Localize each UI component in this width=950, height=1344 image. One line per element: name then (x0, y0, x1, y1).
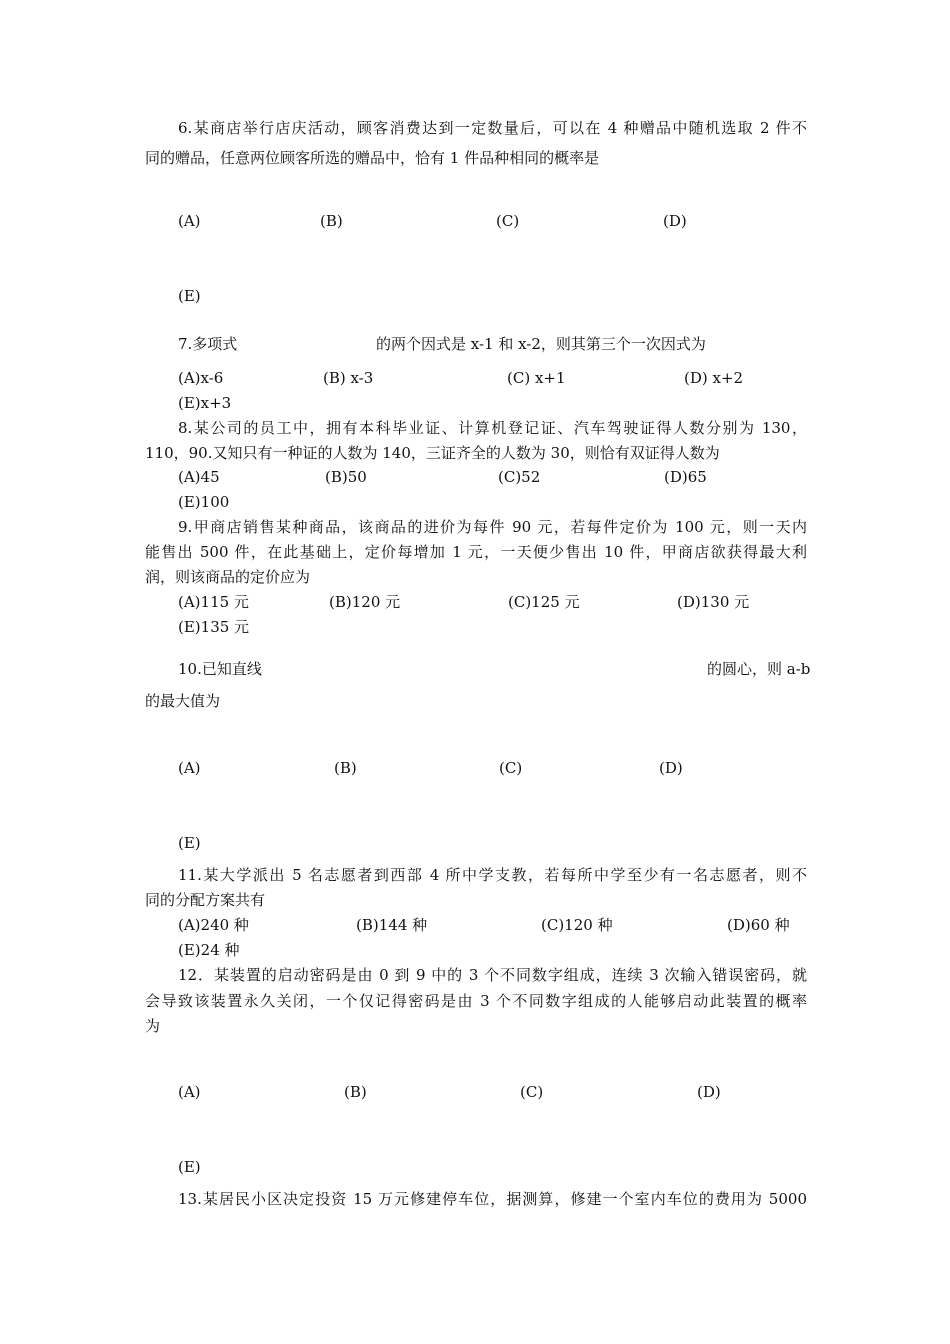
q9-option-c: (C)125 元 (508, 593, 580, 611)
q11-option-c: (C)120 种 (541, 916, 613, 934)
q10-option-e: (E) (178, 834, 201, 852)
q13-line-1: 13.某居民小区决定投资 15 万元修建停车位，据测算，修建一个室内车位的费用为 5000 (178, 1190, 807, 1208)
q7-option-c: (C) x+1 (507, 369, 566, 387)
q7-option-b: (B) x-3 (323, 369, 374, 387)
q9-line-2: 能售出 500 件，在此基础上，定价每增加 1 元，一天便少售出 10 件，甲商店欲获得最大利 (145, 543, 807, 561)
q6-option-c: (C) (496, 212, 520, 230)
q11-line-1: 11.某大学派出 5 名志愿者到西部 4 所中学支教，若每所中学至少有一名志愿者，则不 (178, 866, 807, 884)
q10-option-c: (C) (499, 759, 523, 777)
q6-line-2: 同的赠品，任意两位顾客所选的赠品中，恰有 1 件品种相同的概率是 (145, 149, 600, 167)
q8-option-e: (E)100 (178, 493, 230, 511)
q9-option-b: (B)120 元 (329, 593, 401, 611)
q7-option-d: (D) x+2 (684, 369, 744, 387)
q12-option-a: (A) (178, 1083, 201, 1101)
q8-option-a: (A)45 (178, 468, 220, 486)
q9-option-a: (A)115 元 (178, 593, 249, 611)
q8-option-c: (C)52 (498, 468, 541, 486)
q12-option-e: (E) (178, 1158, 201, 1176)
q9-option-d: (D)130 元 (677, 593, 750, 611)
q7-prefix: 7.多项式 (178, 335, 238, 353)
q12-line-3: 为 (145, 1017, 161, 1035)
q12-option-b: (B) (344, 1083, 367, 1101)
q8-option-d: (D)65 (664, 468, 707, 486)
q6-option-e: (E) (178, 287, 201, 305)
q9-option-e: (E)135 元 (178, 618, 250, 636)
q10-option-d: (D) (659, 759, 683, 777)
q11-option-e: (E)24 种 (178, 941, 240, 959)
q8-line-2: 110，90.又知只有一种证的人数为 140，三证齐全的人数为 30，则恰有双证得人数为 (145, 444, 720, 462)
q7-suffix: 的两个因式是 x-1 和 x-2，则其第三个一次因式为 (376, 335, 706, 353)
q10-prefix: 10.已知直线 (178, 660, 262, 678)
q12-option-c: (C) (520, 1083, 544, 1101)
q9-line-1: 9.甲商店销售某种商品，该商品的进价为每件 90 元，若每件定价为 100 元，则一天内 (178, 518, 807, 536)
q10-option-a: (A) (178, 759, 201, 777)
q9-line-3: 润，则该商品的定价应为 (145, 568, 311, 586)
q11-option-d: (D)60 种 (727, 916, 790, 934)
q8-option-b: (B)50 (325, 468, 367, 486)
q11-line-2: 同的分配方案共有 (145, 891, 266, 909)
q7-option-e: (E)x+3 (178, 394, 232, 412)
q12-line-1: 12．某装置的启动密码是由 0 到 9 中的 3 个不同数字组成，连续 3 次输入错误密码，就 (178, 966, 807, 984)
q11-option-a: (A)240 种 (178, 916, 249, 934)
q10-line-2: 的最大值为 (145, 692, 221, 710)
q10-option-b: (B) (334, 759, 357, 777)
q6-line-1: 6.某商店举行店庆活动，顾客消费达到一定数量后，可以在 4 种赠品中随机选取 2 件不 (178, 119, 807, 137)
q11-option-b: (B)144 种 (356, 916, 428, 934)
q6-option-b: (B) (320, 212, 343, 230)
q12-line-2: 会导致该装置永久关闭，一个仅记得密码是由 3 个不同数字组成的人能够启动此装置的概率 (145, 992, 807, 1010)
q12-option-d: (D) (697, 1083, 721, 1101)
q6-option-a: (A) (178, 212, 201, 230)
q6-option-d: (D) (663, 212, 687, 230)
q10-suffix: 的圆心，则 a-b (707, 660, 811, 678)
q7-option-a: (A)x-6 (178, 369, 224, 387)
q8-line-1: 8.某公司的员工中，拥有本科毕业证、计算机登记证、汽车驾驶证得人数分别为 130， (178, 419, 807, 437)
